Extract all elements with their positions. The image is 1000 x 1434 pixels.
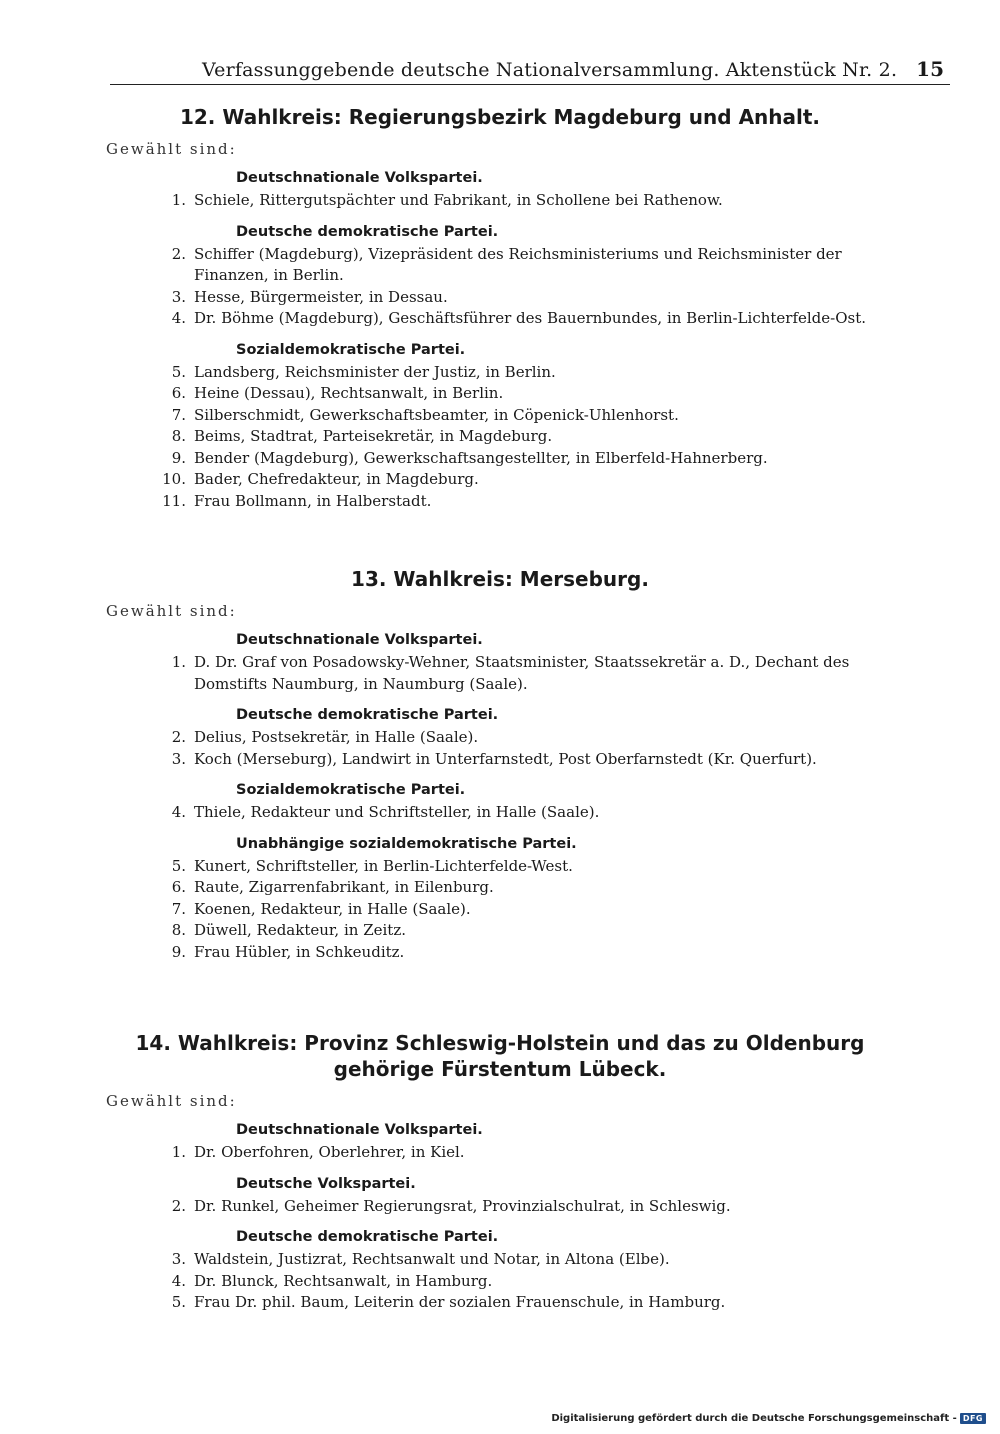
member-text: Dr. Böhme (Magdeburg), Geschäftsführer des Bauernbundes, in Berlin-Lichterfelde-Ost.	[194, 309, 867, 327]
district-title: 13. Wahlkreis: Merseburg.	[351, 567, 649, 591]
party-name: Deutsche demokratische Partei.	[236, 1229, 499, 1245]
member-text: Landsberg, Reichsminister der Justiz, in Berlin.	[194, 362, 556, 381]
list-item	[0, 652, 1000, 695]
party-name: Deutschnationale Volkspartei.	[236, 170, 483, 186]
member-text: Schiffer (Magdeburg), Vizepräsident des Reichsministeriums und Reichsminister der Finanzen, in Berlin.	[194, 244, 842, 284]
member-number: 1.	[171, 1143, 186, 1161]
member-text: Bender (Magdeburg), Gewerkschaftsangestellter, in Elberfeld-Hahnerberg.	[194, 448, 768, 467]
member-number: 5.	[171, 1293, 186, 1311]
member-list	[0, 1196, 1000, 1218]
member-number: 6.	[171, 878, 186, 896]
list-item	[0, 383, 1000, 405]
member-text: Frau Hübler, in Schkeuditz.	[194, 942, 405, 961]
member-text: Dr. Blunck, Rechtsanwalt, in Hamburg.	[194, 1271, 493, 1290]
member-number: 7.	[171, 899, 186, 918]
list-item	[0, 877, 1000, 899]
member-number: 2.	[171, 728, 186, 746]
digitization-footer	[551, 1413, 986, 1424]
member-text: Frau Dr. phil. Baum, Leiterin der sozialen Frauenschule, in Hamburg.	[194, 1293, 726, 1311]
dfg-logo-icon: DFG	[960, 1413, 986, 1424]
member-number: 4.	[171, 309, 186, 327]
party-block	[0, 707, 1000, 770]
member-number: 8.	[171, 921, 186, 939]
member-list	[0, 244, 1000, 330]
member-list	[0, 362, 1000, 513]
member-text: Kunert, Schriftsteller, in Berlin-Lichterfelde-West.	[194, 856, 573, 875]
list-item	[0, 749, 1000, 771]
list-item	[0, 308, 1000, 330]
party-name: Sozialdemokratische Partei.	[236, 782, 466, 798]
member-number: 5.	[171, 362, 186, 381]
member-number: 3.	[171, 287, 186, 306]
party-block	[0, 1122, 1000, 1164]
member-list	[0, 190, 1000, 212]
member-number: 11.	[162, 491, 186, 510]
member-text: Frau Bollmann, in Halberstadt.	[194, 491, 432, 510]
footer-text: Digitalisierung gefördert durch die Deutsche Forschungsgemeinschaft -	[551, 1413, 957, 1424]
page-number: 15	[916, 57, 944, 81]
list-item	[0, 1292, 1000, 1314]
header-title: Verfassunggebende deutsche Nationalversammlung. Aktenstück Nr. 2.	[202, 59, 898, 81]
district-title: 14. Wahlkreis: Provinz Schleswig-Holstein und das zu Oldenburg gehörige Fürstentum Lübeck.	[135, 1031, 865, 1081]
member-number: 3.	[171, 749, 186, 768]
list-item	[0, 244, 1000, 287]
member-number: 9.	[171, 448, 186, 467]
party-block	[0, 632, 1000, 695]
list-item	[0, 1142, 1000, 1164]
running-header	[110, 56, 950, 85]
list-item	[0, 491, 1000, 513]
district-title: 12. Wahlkreis: Regierungsbezirk Magdeburg und Anhalt.	[179, 105, 821, 129]
member-number: 8.	[171, 427, 186, 445]
list-item	[0, 405, 1000, 427]
member-number: 6.	[171, 384, 186, 402]
member-number: 10.	[162, 470, 186, 488]
list-item	[0, 1249, 1000, 1271]
list-item	[0, 469, 1000, 491]
member-text: Delius, Postsekretär, in Halle (Saale).	[194, 728, 479, 746]
member-number: 1.	[171, 653, 186, 671]
member-text: Beims, Stadtrat, Parteisekretär, in Magdeburg.	[194, 427, 553, 445]
member-number: 2.	[171, 244, 186, 263]
party-name: Deutsche demokratische Partei.	[236, 223, 499, 240]
list-item	[0, 1196, 1000, 1218]
member-list	[0, 856, 1000, 964]
member-text: Bader, Chefredakteur, in Magdeburg.	[194, 470, 479, 488]
list-item	[0, 426, 1000, 448]
list-item	[0, 448, 1000, 470]
list-item	[0, 362, 1000, 384]
party-name: Sozialdemokratische Partei.	[236, 341, 466, 358]
member-list	[0, 1142, 1000, 1164]
member-list	[0, 1249, 1000, 1314]
member-text: Schiele, Rittergutspächter und Fabrikant, in Schollene bei Rathenow.	[194, 191, 723, 209]
member-text: Koenen, Redakteur, in Halle (Saale).	[194, 899, 471, 918]
list-item	[0, 920, 1000, 942]
elected-label: Gewählt sind:	[106, 602, 237, 620]
member-number: 1.	[171, 191, 186, 209]
member-number: 7.	[171, 405, 186, 424]
member-text: Koch (Merseburg), Landwirt in Unterfarnstedt, Post Oberfarnstedt (Kr. Querfurt).	[194, 749, 817, 768]
member-text: Silberschmidt, Gewerkschaftsbeamter, in Cöpenick-Uhlenhorst.	[194, 405, 679, 424]
list-item	[0, 942, 1000, 964]
member-number: 3.	[171, 1250, 186, 1268]
list-item	[0, 727, 1000, 749]
elected-label: Gewählt sind:	[106, 1092, 237, 1110]
party-block	[0, 836, 1000, 964]
member-list	[0, 652, 1000, 695]
member-text: Thiele, Redakteur und Schriftsteller, in Halle (Saale).	[194, 803, 600, 821]
member-number: 2.	[171, 1196, 186, 1215]
list-item	[0, 1271, 1000, 1293]
party-name: Unabhängige sozialdemokratische Partei.	[236, 835, 577, 852]
member-text: Hesse, Bürgermeister, in Dessau.	[194, 287, 448, 306]
list-item	[0, 856, 1000, 878]
party-name: Deutschnationale Volkspartei.	[236, 1122, 483, 1138]
member-text: Waldstein, Justizrat, Rechtsanwalt und Notar, in Altona (Elbe).	[194, 1250, 670, 1268]
member-text: Dr. Runkel, Geheimer Regierungsrat, Provinzialschulrat, in Schleswig.	[194, 1196, 731, 1215]
party-block	[0, 342, 1000, 513]
member-list	[0, 802, 1000, 824]
member-text: D. Dr. Graf von Posadowsky-Wehner, Staatsminister, Staatssekretär a. D., Dechant des Domstifts Naumburg, in Naumburg (Saale).	[194, 653, 850, 693]
party-block	[0, 170, 1000, 212]
member-list	[0, 727, 1000, 770]
district-12	[0, 104, 1000, 512]
party-block	[0, 1176, 1000, 1218]
list-item	[0, 802, 1000, 824]
party-name: Deutsche Volkspartei.	[236, 1175, 416, 1192]
party-name: Deutschnationale Volkspartei.	[236, 632, 483, 648]
district-13	[0, 566, 1000, 963]
party-block	[0, 782, 1000, 824]
party-name: Deutsche demokratische Partei.	[236, 707, 499, 723]
list-item	[0, 899, 1000, 921]
elected-label: Gewählt sind:	[106, 140, 237, 158]
party-block	[0, 224, 1000, 330]
member-text: Dr. Oberfohren, Oberlehrer, in Kiel.	[194, 1143, 465, 1161]
member-number: 4.	[171, 803, 186, 821]
district-14	[0, 1030, 1000, 1314]
party-block	[0, 1229, 1000, 1314]
member-text: Heine (Dessau), Rechtsanwalt, in Berlin.	[194, 384, 504, 402]
list-item	[0, 287, 1000, 309]
list-item	[0, 190, 1000, 212]
member-number: 9.	[171, 942, 186, 961]
member-text: Düwell, Redakteur, in Zeitz.	[194, 921, 406, 939]
member-number: 4.	[171, 1271, 186, 1290]
member-text: Raute, Zigarrenfabrikant, in Eilenburg.	[194, 878, 494, 896]
member-number: 5.	[171, 856, 186, 875]
